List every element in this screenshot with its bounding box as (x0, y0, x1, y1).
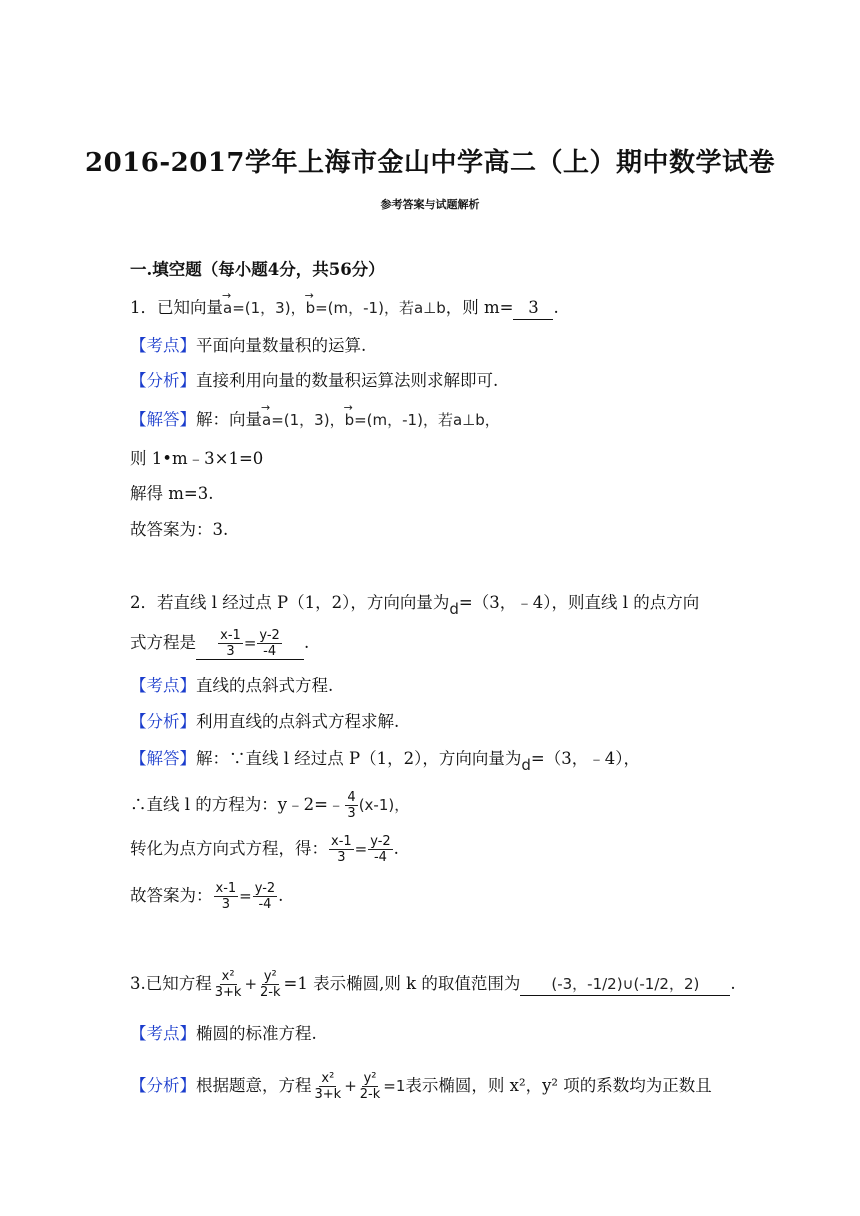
q3-kaodian: 【考点】椭圆的标准方程. (130, 1024, 317, 1043)
jieda-tag: 【解答】 (130, 410, 196, 429)
q2-answer-blank: $\frac{x-1}{3}$ = $\frac{y-2}{-4}$ (196, 628, 304, 660)
q1-step2: 解得 m=3. (130, 484, 214, 503)
q2-step1: ∴直线 l 的方程为：y﹣2=﹣ $\frac{4}{3}$ (x-1)， (130, 790, 410, 821)
page-title: 2016-2017学年上海市金山中学高二（上）期中数学试卷 (84, 148, 776, 178)
q2-step2: 转化为点方向式方程，得： $\frac{x-1}{3}$ = $\frac{y-2}{-4}$ . (130, 834, 399, 865)
q2-jieda: 【解答】解：∵直线 l 经过点 P（1，2），方向向量为d=（3，﹣4）， (130, 749, 640, 774)
q1-perp: a⊥b (413, 299, 446, 317)
q1-fenxi: 【分析】直接利用向量的数量积运算法则求解即可. (130, 371, 499, 390)
q1-jieda: 【解答】解：向量→ a=(1，3)，→ b=(m，-1)，若a⊥b， (130, 408, 500, 432)
kaodian-tag: 【考点】 (130, 336, 196, 355)
q2-stem-line1: 2．若直线 l 经过点 P（1，2），方向向量为d=（3，﹣4），则直线 l 的点方向 (130, 593, 700, 618)
q3-fenxi: 【分析】根据题意，方程 $\frac{\text{x²}}{3+k}$ + $\frac{\text{y²}}{2-k}$ =1表示椭圆，则 x²，y² 项的系数均为正数且 (130, 1071, 712, 1102)
q3-answer-blank: (-3，-1/2)∪(-1/2，2) (520, 973, 730, 996)
section-header: 一.填空题（每小题4分，共56分） (130, 260, 385, 279)
page-subtitle: 参考答案与试题解析 (380, 198, 480, 211)
q2-vector-d: d (449, 600, 459, 618)
q1-final: 故答案为：3. (130, 520, 229, 539)
q1-answer-blank: 3 (513, 297, 553, 320)
q1-vector-b: → b=(m，-1)，若 (306, 299, 414, 317)
q2-final: 故答案为： $\frac{x-1}{3}$ = $\frac{y-2}{-4}$ . (130, 881, 284, 912)
q2-kaodian: 【考点】直线的点斜式方程. (130, 676, 334, 695)
q1-kaodian: 【考点】平面向量数量积的运算. (130, 336, 367, 355)
q2-stem-line2: 式方程是 $\frac{x-1}{3}$ = $\frac{y-2}{-4}$ . (130, 628, 310, 659)
q1-stem: 1．已知向量→ a=(1，3)，→ b=(m，-1)，若a⊥b，则 m= 3 . (130, 296, 559, 320)
q1-vector-a: → a=(1，3)， (223, 299, 306, 317)
q3-stem: 3.已知方程 $\frac{\text{x²}}{3+k}$ + $\frac{\text{y²}}{2-k}$ =1 表示椭圆,则 k 的取值范围为 (-3，-1/2)∪(-1/2，2) . (130, 969, 736, 1000)
fenxi-tag: 【分析】 (130, 371, 196, 390)
q1-step1: 则 1•m﹣3×1=0 (130, 449, 264, 468)
q2-fenxi: 【分析】利用直线的点斜式方程求解. (130, 712, 400, 731)
